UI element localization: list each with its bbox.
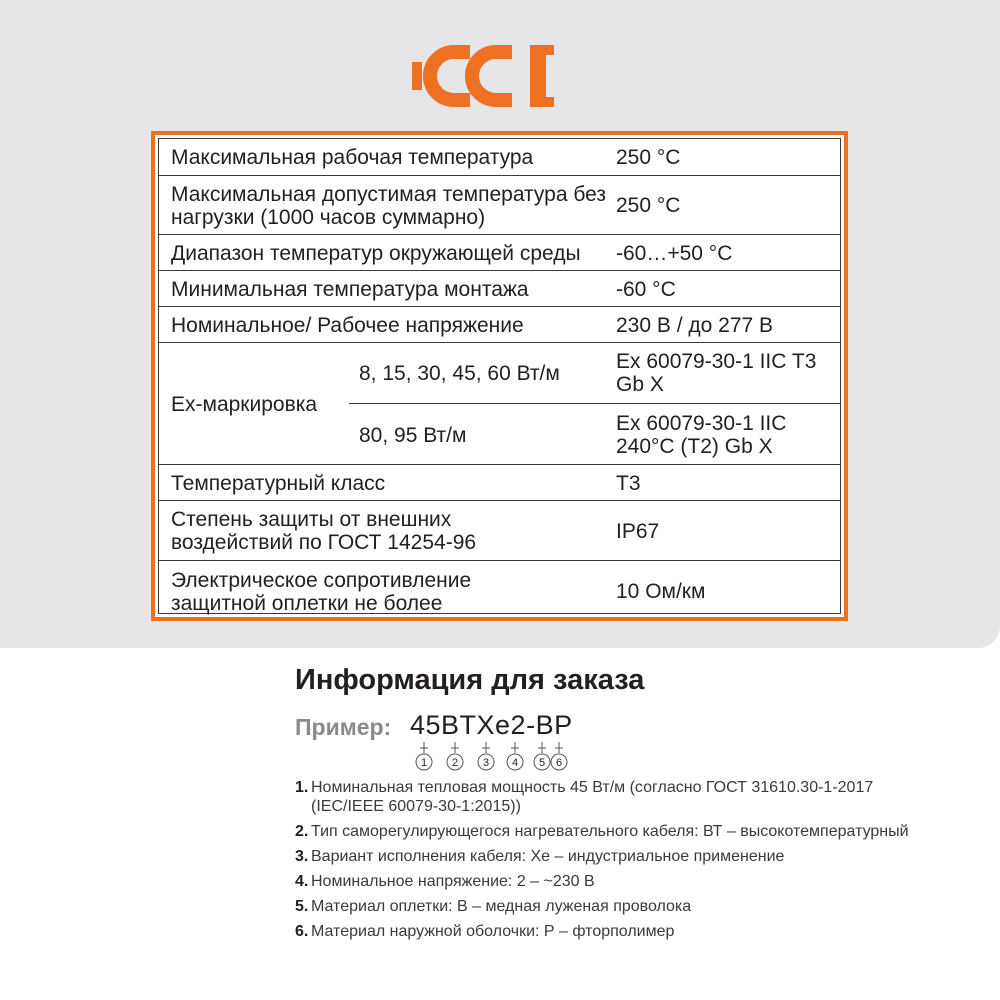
table-row — [159, 464, 840, 501]
list-item-text: Материал наружной оболочки: Р – фторполимер — [311, 923, 675, 940]
row-label: Температурный класс — [171, 471, 386, 495]
ex-power: 80, 95 Вт/м — [359, 423, 467, 447]
spec-table — [151, 131, 848, 621]
marker-6: 6 — [555, 757, 563, 769]
list-item — [295, 847, 915, 866]
list-item — [295, 822, 915, 841]
ex-value: Ex 60079-30-1 IIC 240°C (T2) Gb X — [616, 412, 787, 458]
row-label: Максимальная рабочая температура — [171, 145, 534, 169]
list-item-text: Номинальная тепловая мощность 45 Вт/м (согласно ГОСТ 31610.30-1-2017 (IEC/IEEE 60079-30-1:2015)) — [311, 779, 874, 815]
marker-5: 5 — [538, 757, 546, 769]
ex-sub-row — [349, 403, 840, 466]
row-value: -60 °С — [616, 277, 676, 301]
list-item — [295, 922, 915, 941]
marker-1: 1 — [420, 757, 428, 769]
example-code: 45BTXe2-BP — [410, 710, 573, 740]
list-item — [295, 872, 915, 891]
example-label: Пример: — [295, 714, 392, 740]
order-list — [295, 778, 915, 947]
list-item — [295, 778, 915, 816]
row-value: 250 °С — [616, 194, 681, 217]
row-label: Максимальная допустимая температура без нагрузки (1000 часов суммарно) — [171, 182, 606, 229]
row-label: Минимальная температура монтажа — [171, 277, 529, 301]
list-item-text: Номинальное напряжение: 2 – ~230 В — [311, 873, 595, 890]
table-row — [159, 560, 840, 622]
list-item-text: Материал оплетки: В – медная луженая проволока — [311, 898, 692, 915]
row-value: 10 Ом/км — [616, 580, 706, 603]
marker-3: 3 — [482, 757, 490, 769]
row-label: Степень защиты от внешних воздействий по ГОСТ 14254-96 — [171, 508, 477, 554]
order-section — [295, 664, 915, 940]
marker-4: 4 — [511, 757, 519, 769]
ex-value: Ex 60079-30-1 IIC T3 Gb X — [616, 350, 817, 396]
row-value: 250 °С — [616, 145, 681, 169]
ex-sub-row — [349, 343, 840, 403]
row-value: IP67 — [616, 519, 660, 543]
list-item-number: 6. — [295, 923, 309, 940]
row-label: Номинальное/ Рабочее напряжение — [171, 313, 524, 337]
spec-table-inner — [158, 138, 841, 614]
list-item — [295, 897, 915, 916]
list-item-number: 4. — [295, 873, 309, 890]
code-part-markers — [409, 742, 579, 782]
table-row — [159, 234, 840, 271]
ex-power: 8, 15, 30, 45, 60 Вт/м — [359, 361, 560, 385]
list-item-number: 1. — [295, 779, 309, 796]
list-item-number: 2. — [295, 823, 309, 840]
row-value: 230 В / до 277 В — [616, 313, 774, 337]
ex-marking-label: Ех-маркировка — [171, 392, 318, 416]
table-row — [159, 175, 840, 235]
table-row — [159, 500, 840, 561]
marker-2: 2 — [451, 757, 459, 769]
order-title: Информация для заказа — [295, 664, 645, 696]
table-row — [159, 306, 840, 343]
list-item-number: 3. — [295, 848, 309, 865]
table-row — [159, 139, 840, 175]
row-label: Электрическое сопротивление защитной оплетки не более — [171, 568, 472, 615]
list-item-number: 5. — [295, 898, 309, 915]
row-label: Диапазон температур окружающей среды — [171, 241, 581, 265]
table-row — [159, 270, 840, 307]
row-value: -60…+50 °С — [616, 241, 733, 265]
cci-logo-icon — [412, 42, 554, 110]
list-item-text: Вариант исполнения кабеля: Хе – индустриальное применение — [311, 848, 785, 865]
list-item-text: Тип саморегулирующегося нагревательного кабеля: ВТ – высокотемпературный — [311, 823, 909, 840]
ex-marking-row — [159, 342, 840, 465]
row-value: Т3 — [616, 471, 641, 495]
